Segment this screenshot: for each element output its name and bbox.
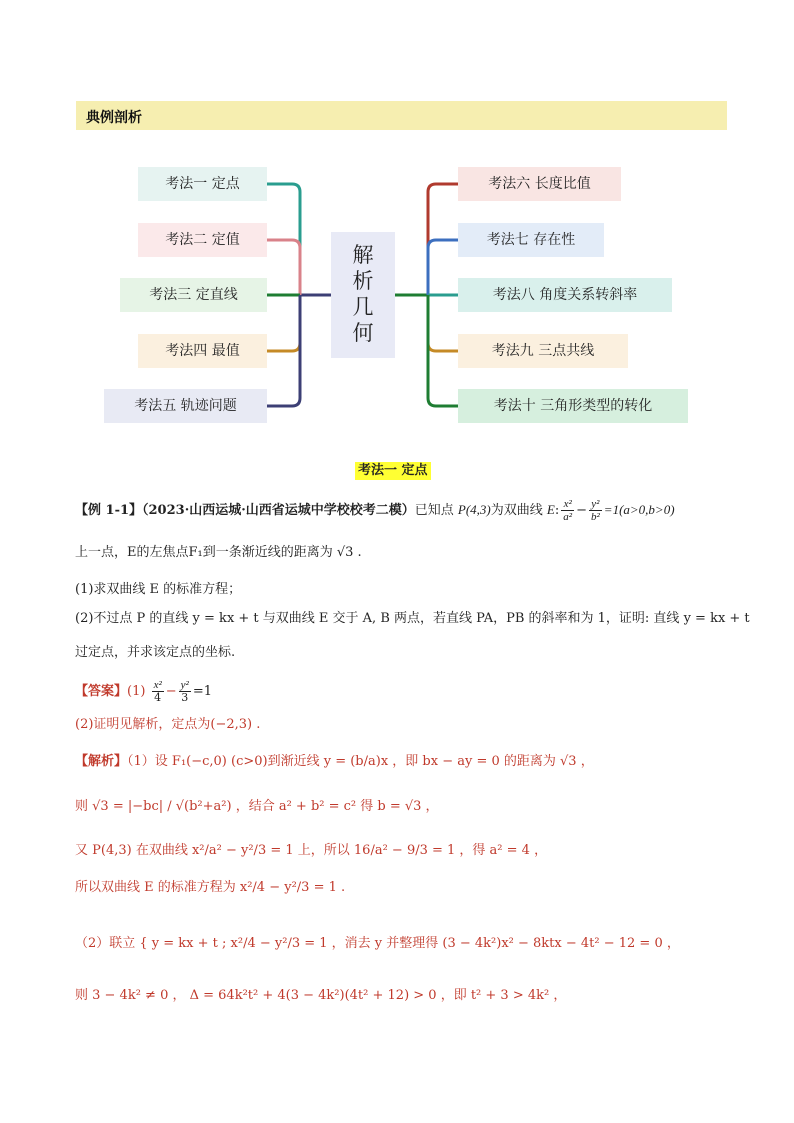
section-heading: 考法一 定点 <box>355 462 431 480</box>
mindmap-node-method-8 <box>458 278 672 312</box>
mindmap-center <box>331 232 395 358</box>
banner-title: 典例剖析 <box>86 110 142 126</box>
answer-1-eq: =1 <box>192 684 213 699</box>
solution-text-1: （1）设 F₁(−c,0) (c>0)到渐近线 y = (b/a)x ，即 bx − ay = 0 的距离为 √3 ， <box>127 754 594 769</box>
example-line-1: 【例 1-1】（2023·山西运城·山西省运城中学校校考二模）已知点 P(4,3)为双曲线 E: $\frac{\text{x²}}{\text{a²}}$ − $\frac{\text{y²}}{\text{b²}}$ =1(a>0,b>0) <box>75 498 675 523</box>
mindmap-node-method-1 <box>138 167 267 201</box>
node-label: 考法四 最值 <box>165 343 240 359</box>
node-label: 考法九 三点共线 <box>491 343 595 359</box>
fraction-x2-4: $\frac{\text{x²}}{4}$ <box>153 679 162 704</box>
hyperbola-condition: =1(a>0,b>0) <box>603 502 675 517</box>
curve-e: E <box>546 502 555 517</box>
center-char: 几 <box>352 295 374 319</box>
left-branch-2 <box>267 240 300 295</box>
node-label: 考法二 定值 <box>165 232 240 248</box>
mindmap-node-method-9 <box>458 334 628 368</box>
example-text-2: 为双曲线 <box>490 503 543 518</box>
solution-tag: 【解析】 <box>75 754 128 769</box>
solution-line-5: （2）联立 { y = kx + t ; x²/4 − y²/3 = 1 ，消去 y 并整理得 (3 − 4k²)x² − 8ktx − 4t² − 12 = 0 ， <box>75 936 680 951</box>
node-label: 考法十 三角形类型的转化 <box>493 398 653 414</box>
question-2: (2)不过点 P 的直线 y = kx + t 与双曲线 E 交于 A, B 两点，若直线 PA，PB 的斜率和为 1，证明: 直线 y = kx + t <box>75 611 750 626</box>
example-line-2: 上一点，E的左焦点F₁到一条渐近线的距离为 √3 . <box>75 545 362 560</box>
answer-1-label: (1) <box>127 684 146 699</box>
center-char: 解 <box>352 243 374 267</box>
node-label: 考法一 定点 <box>165 176 240 192</box>
example-source: （2023·山西运城·山西省运城中学校校考二模） <box>142 503 415 518</box>
example-text: 已知点 <box>414 503 454 518</box>
node-label: 考法六 长度比值 <box>488 176 591 192</box>
solution-line-1 <box>75 752 594 772</box>
mindmap-node-method-10 <box>458 389 688 423</box>
node-label: 考法三 定直线 <box>149 287 238 303</box>
answer-tag: 【答案】 <box>75 684 128 699</box>
mindmap-node-method-4 <box>138 334 267 368</box>
fraction-x2-a2: $\frac{\text{x²}}{\text{a²}}$ <box>563 498 573 523</box>
question-1: (1)求双曲线 E 的标准方程； <box>75 582 242 597</box>
mindmap-node-method-3 <box>120 278 267 312</box>
mindmap-node-method-5 <box>104 389 267 423</box>
center-char: 何 <box>352 321 374 345</box>
point-p: P(4,3) <box>457 502 491 517</box>
solution-line-4: 所以双曲线 E 的标准方程为 x²/4 − y²/3 = 1 . <box>75 880 346 895</box>
right-branch-4 <box>428 295 458 351</box>
answer-line-1: 【答案】(1) $\frac{\text{x²}}{4}$ − $\frac{\text{y²}}{3}$ =1 <box>75 679 213 704</box>
left-branch-4 <box>267 295 300 351</box>
fraction-y2-b2: $\frac{\text{y²}}{\text{b²}}$ <box>590 498 600 523</box>
mindmap-node-method-2 <box>138 223 267 257</box>
example-tag: 【例 1-1】 <box>75 503 143 518</box>
solution-line-3: 又 P(4,3) 在双曲线 x²/a² − y²/3 = 1 上，所以 16/a² − 9/3 = 1 ，得 a² = 4 ， <box>75 843 548 858</box>
node-label: 考法五 轨迹问题 <box>134 398 237 414</box>
node-label: 考法八 角度关系转斜率 <box>492 287 638 303</box>
center-char: 析 <box>352 269 374 293</box>
answer-line-2: (2)证明见解析，定点为(−2,3) . <box>75 717 261 732</box>
mindmap-node-method-7 <box>458 223 604 257</box>
fraction-y2-3: $\frac{\text{y²}}{3}$ <box>180 679 189 704</box>
solution-line-2: 则 √3 = |−bc| / √(b²+a²) ，结合 a² + b² = c² 得 b = √3 ， <box>75 799 439 814</box>
right-branch-2 <box>428 240 458 295</box>
node-label: 考法七 存在性 <box>486 232 576 248</box>
solution-line-6: 则 3 − 4k² ≠ 0 ， Δ = 64k²t² + 4(3 − 4k²)(4t² + 12) > 0 ，即 t² + 3 > 4k² ， <box>75 988 567 1003</box>
question-2-cont: 过定点，并求该定点的坐标. <box>75 645 236 660</box>
mindmap-node-method-6 <box>458 167 621 201</box>
